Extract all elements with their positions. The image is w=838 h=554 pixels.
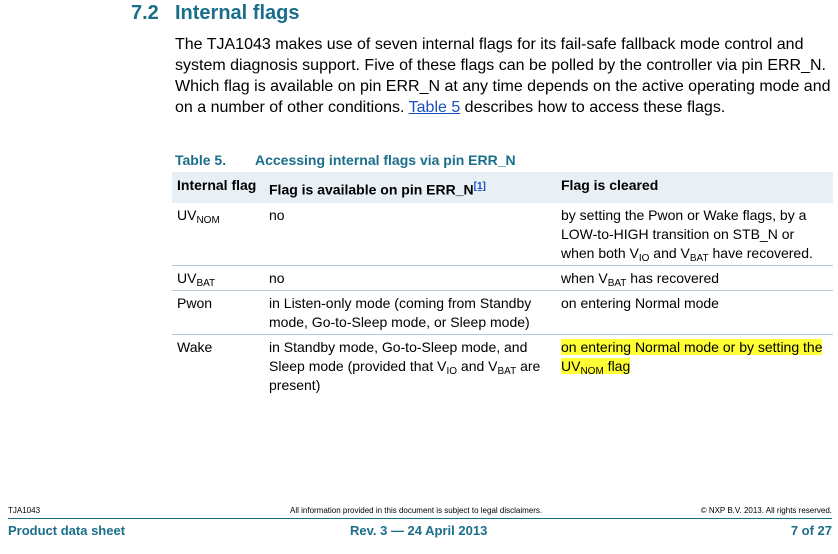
footer-copyright: © NXP B.V. 2013. All rights reserved. <box>700 506 832 515</box>
table-caption-title: Accessing internal flags via pin ERR_N <box>255 152 516 168</box>
section-heading <box>131 2 299 25</box>
table-header-row <box>172 172 833 203</box>
body-paragraph <box>175 34 835 118</box>
footer-page-number: 7 of 27 <box>790 523 832 538</box>
table-row <box>172 203 833 266</box>
cell-flag: Pwon <box>172 290 264 334</box>
cell-cleared: when $V_{BAT}$ has recovered <box>556 265 833 290</box>
cell-flag: $UV_{NOM}$ <box>172 203 264 266</box>
header-flag-cleared: Flag is cleared <box>556 172 833 203</box>
footer-legal <box>8 506 832 516</box>
footer-info <box>8 522 832 540</box>
footnote-1-link[interactable]: [1] <box>473 181 486 192</box>
table-5-link[interactable]: Table 5 <box>408 99 461 116</box>
table-caption-number: Table 5. <box>175 152 227 168</box>
paragraph-text-2: describes how to access these flags. <box>460 99 726 116</box>
footer-disclaimer: All information provided in this document is subject to legal disclaimers. <box>290 506 543 515</box>
table-row <box>172 290 833 334</box>
cell-cleared: on entering Normal mode <box>556 290 833 334</box>
cell-available: no <box>264 265 556 290</box>
table-row <box>172 334 833 397</box>
section-title: Internal flags <box>175 2 300 24</box>
cell-available: no <box>264 203 556 266</box>
cell-available: in Listen-only mode (coming from Standby mode, Go-to-Sleep mode, or Sleep mode) <box>264 290 556 334</box>
table-row <box>172 265 833 290</box>
cell-cleared: by setting the Pwon or Wake flags, by a LOW-to-HIGH transition on STB_N or when both $V_{IO}$ and $V_{BAT}$ have recovered. <box>556 203 833 266</box>
cell-available: in Standby mode, Go-to-Sleep mode, and Sleep mode (provided that $V_{IO}$ and $V_{BAT}$ are present) <box>269 338 541 393</box>
header-internal-flag: Internal flag <box>172 172 264 203</box>
table-caption <box>175 152 516 168</box>
header-flag-available: Flag is available on pin ERR_N[1] <box>264 172 556 203</box>
footer-doc-type: Product data sheet <box>8 523 126 538</box>
footer-divider <box>8 518 832 519</box>
section-number: 7.2 <box>131 2 159 24</box>
cell-flag: $UV_{BAT}$ <box>172 265 264 290</box>
footer-revision: Rev. 3 — 24 April 2013 <box>350 523 488 538</box>
internal-flags-table <box>172 172 833 397</box>
cell-flag: Wake <box>177 338 213 355</box>
footer-doc-id: TJA1043 <box>8 506 41 515</box>
cell-cleared-highlighted: on entering Normal mode or by setting the $UV_{NOM}$ flag <box>561 338 823 377</box>
paragraph-text-1: The TJA1043 makes use of seven internal flags for its fail-safe fallback mode control and system diagnosis support. Five of these flags can be polled by the controller via pin ERR_N. Which flag is available on pin ERR_N at any time depends on the active operating mode and on a number of other conditions. <box>175 36 831 116</box>
